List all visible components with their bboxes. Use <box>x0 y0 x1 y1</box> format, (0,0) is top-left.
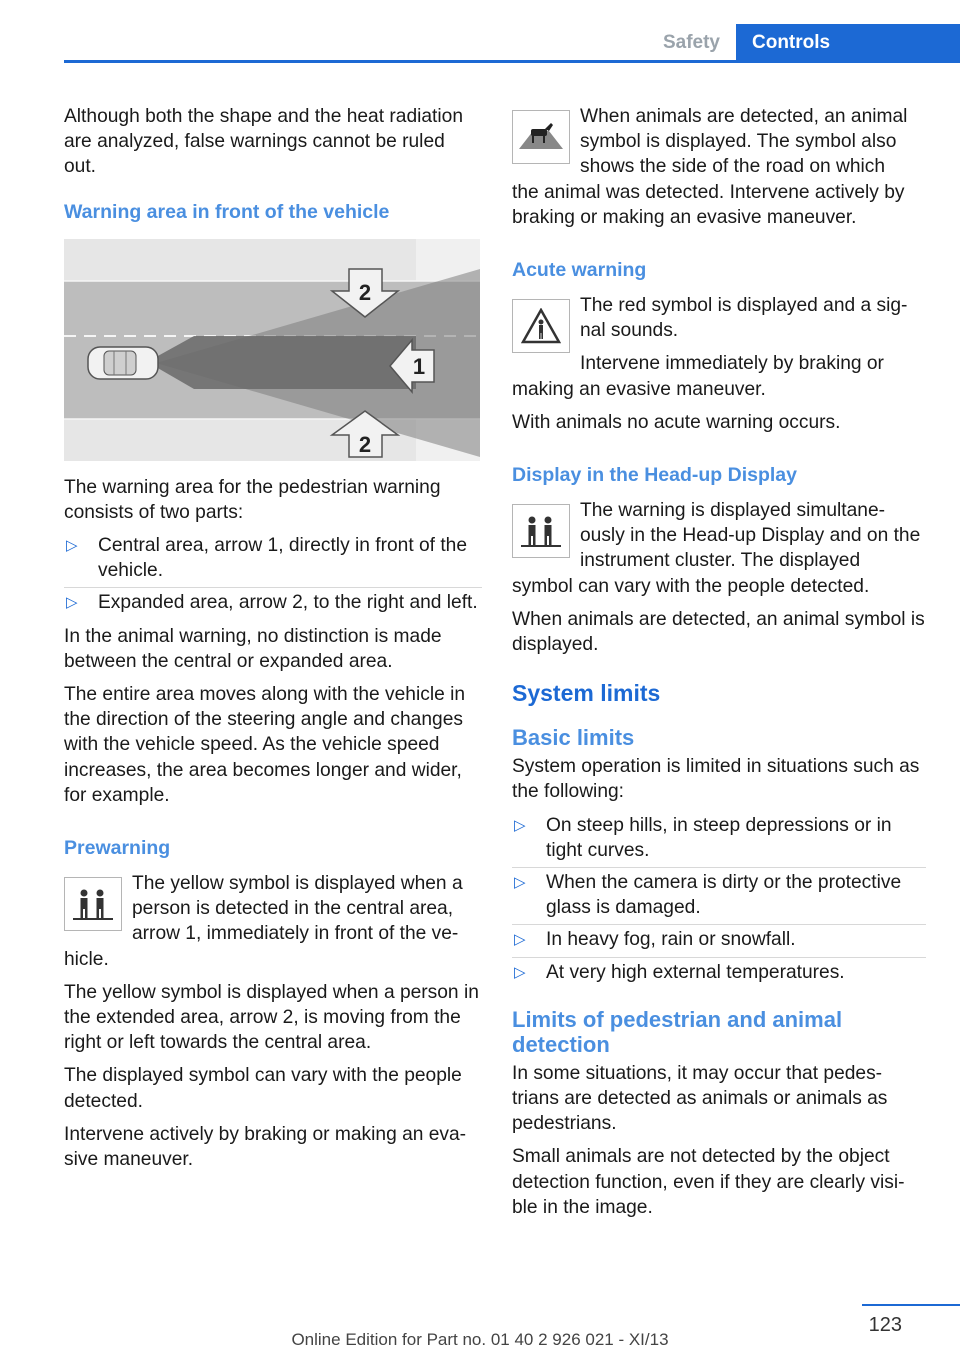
list-item: ▷ At very high external temperatures. <box>512 960 926 985</box>
warning-area-diagram-svg <box>64 239 480 461</box>
triangle-bullet-icon: ▷ <box>514 816 526 834</box>
list-item: ▷ When the camera is dirty or the protective glass is damaged. <box>512 870 926 920</box>
list-item: ▷ On steep hills, in steep depressions or in tight curves. <box>512 813 926 863</box>
intervene-immediately-paragraph-end: making an evasive maneuver. <box>512 378 766 400</box>
header-rule <box>64 60 960 63</box>
svg-text:2: 2 <box>358 279 372 305</box>
svg-text:2: 2 <box>358 431 372 457</box>
hud-paragraph-end: symbol can vary with the people detected. <box>512 575 870 597</box>
people-warning-icon <box>64 877 122 931</box>
list-item: ▷ Central area, arrow 1, directly in front of the vehicle. <box>64 533 482 583</box>
list-item: ▷ In heavy fog, rain or snowfall. <box>512 927 926 952</box>
section-tab-safety: Safety <box>662 32 720 53</box>
heading-acute-warning: Acute warning <box>512 259 647 282</box>
parts-list <box>64 533 482 616</box>
pedestrian-triangle-icon <box>512 299 570 353</box>
footer-rule <box>862 1304 960 1306</box>
triangle-bullet-icon: ▷ <box>66 594 78 612</box>
yellow-symbol-paragraph-end: hicle. <box>64 948 109 970</box>
triangle-bullet-icon: ▷ <box>514 874 526 892</box>
heading-prewarning: Prewarning <box>64 837 171 860</box>
hud-block <box>512 498 926 599</box>
acute-block <box>512 293 926 402</box>
triangle-bullet-icon: ▷ <box>514 963 526 981</box>
intro-paragraph: Although both the shape and the heat radiation are analyzed, false warnings cannot be ruled out. <box>64 106 463 178</box>
warning-area-diagram <box>64 239 480 461</box>
confused-paragraph: In some situations, it may occur that pedes-trians are detected as animals or animals as pedestrians. <box>512 1062 888 1135</box>
right-column <box>512 104 926 1228</box>
animal-symbol-icon <box>512 110 570 164</box>
svg-text:1: 1 <box>412 353 426 379</box>
yellow-symbol-paragraph: The yellow symbol is displayed when a person is detected in the central area, arrow 1, immediately in front of the ve- <box>132 873 463 945</box>
left-column <box>64 104 482 1180</box>
entire-area-paragraph: The entire area moves along with the vehicle in the direction of the steering angle and changes with the vehicle speed. As the vehicle speed increases, the area becomes longer and wider, for example. <box>64 684 466 806</box>
limited-paragraph: System operation is limited in situations such as the following: <box>512 756 920 803</box>
symbol-vary-paragraph: The displayed symbol can vary with the people detected. <box>64 1065 462 1112</box>
triangle-bullet-icon: ▷ <box>66 537 78 555</box>
car-icon <box>88 347 158 379</box>
edition-footer: Online Edition for Part no. 01 40 2 926 021 - XI/13 <box>291 1330 669 1349</box>
animal-block <box>512 104 926 230</box>
small-animals-paragraph: Small animals are not detected by the object detection function, even if they are clearly visi-ble in the image. <box>512 1146 905 1218</box>
hud-paragraph: The warning is displayed simultane-ously in the Head-up Display and on the instrument cluster. The displayed <box>580 500 921 572</box>
triangle-bullet-icon: ▷ <box>514 931 526 949</box>
hud-animals-paragraph: When animals are detected, an animal symbol is displayed. <box>512 608 925 656</box>
yellow-extended-paragraph: The yellow symbol is displayed when a person in the extended area, arrow 2, is moving from the right or left towards the central area. <box>64 981 479 1054</box>
limits-list <box>512 813 926 985</box>
heading-limits-detection: Limits of pedestrian and animal detection <box>512 1006 843 1057</box>
animals-paragraph: When animals are detected, an animal symbol is displayed. The symbol also shows the side of the road on which <box>580 106 908 178</box>
list-item: ▷ Expanded area, arrow 2, to the right and left. <box>64 590 482 615</box>
prewarning-block <box>64 871 482 972</box>
heading-warning-area: Warning area in front of the vehicle <box>64 200 390 223</box>
chapter-tab-controls: Controls <box>736 24 960 61</box>
parts-paragraph: The warning area for the pedestrian warning consists of two parts: <box>64 476 441 523</box>
no-acute-paragraph: With animals no acute warning occurs. <box>512 411 841 433</box>
people-hud-icon <box>512 504 570 558</box>
page-number: 123 <box>868 1314 902 1336</box>
heading-hud: Display in the Head-up Display <box>512 464 797 487</box>
intervene-paragraph: Intervene actively by braking or making an eva-sive maneuver. <box>64 1123 467 1171</box>
animals-paragraph-end: the animal was detected. Intervene actively by braking or making an evasive maneuver. <box>512 181 905 228</box>
red-symbol-paragraph: The red symbol is displayed and a sig-nal sounds. <box>580 295 908 342</box>
heading-basic-limits: Basic limits <box>512 725 635 751</box>
intervene-immediately-paragraph: Intervene immediately by braking or <box>580 353 884 375</box>
heading-system-limits: System limits <box>512 680 661 707</box>
animal-paragraph: In the animal warning, no distinction is made between the central or expanded area. <box>64 625 442 672</box>
